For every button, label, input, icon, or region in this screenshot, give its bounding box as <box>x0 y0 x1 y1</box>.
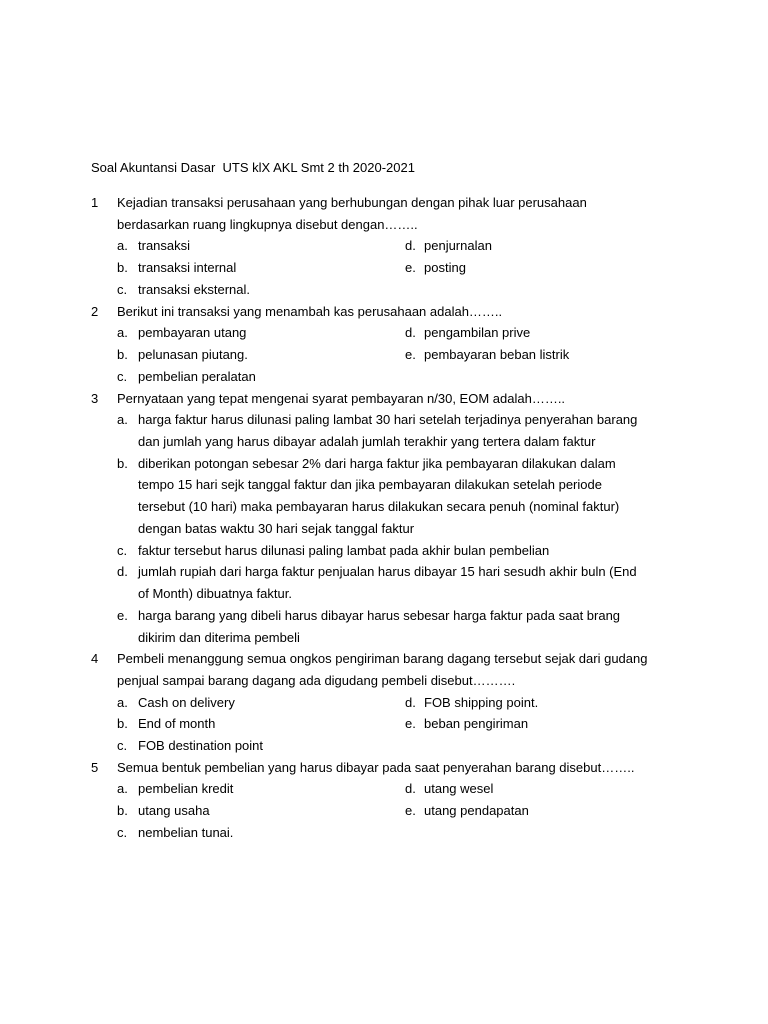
option-label: d. <box>405 238 416 253</box>
question-text: Kejadian transaksi perusahaan yang berhubungan dengan pihak luar perusahaan <box>117 195 587 210</box>
option-label: a. <box>117 781 128 796</box>
option-text: pembelian kredit <box>138 781 234 796</box>
option-text: harga faktur harus dilunasi paling lambat 30 hari setelah terjadinya penyerahan barang <box>138 412 638 427</box>
question-text: Semua bentuk pembelian yang harus dibayar pada saat penyerahan barang disebut…….. <box>117 760 635 775</box>
option-label: b. <box>117 347 128 362</box>
option-text: utang usaha <box>138 803 210 818</box>
option-text: FOB shipping point. <box>424 695 539 710</box>
option-label: a. <box>117 325 128 340</box>
option-text: faktur tersebut harus dilunasi paling lambat pada akhir bulan pembelian <box>138 543 550 558</box>
option-text: End of month <box>138 716 216 731</box>
option-label: e. <box>405 260 416 275</box>
option-label: c. <box>117 543 128 558</box>
option-text: transaksi <box>138 238 191 253</box>
option-text: beban pengiriman <box>424 716 529 731</box>
option-text: posting <box>424 260 466 275</box>
option-text: FOB destination point <box>138 738 264 753</box>
option-label: c. <box>117 738 128 753</box>
question-text: Pernyataan yang tepat mengenai syarat pembayaran n/30, EOM adalah…….. <box>117 391 566 406</box>
option-text: penjurnalan <box>424 238 492 253</box>
option-text: utang wesel <box>424 781 494 796</box>
option-text: pembelian peralatan <box>138 369 256 384</box>
option-label: b. <box>117 716 128 731</box>
option-label: c. <box>117 825 128 840</box>
option-label: d. <box>405 781 416 796</box>
option-label: a. <box>117 238 128 253</box>
option-label: d. <box>405 325 416 340</box>
question-text: berdasarkan ruang lingkupnya disebut dengan…….. <box>117 217 418 232</box>
question-text: penjual sampai barang dagang ada digudang pembeli disebut………. <box>117 673 516 688</box>
option-text: tersebut (10 hari) maka pembayaran harus dilakukan secara penuh (nominal faktur) <box>138 499 620 514</box>
option-text: dan jumlah yang harus dibayar adalah jumlah terakhir yang tertera dalam faktur <box>138 434 596 449</box>
option-text: pengambilan prive <box>424 325 531 340</box>
option-label: b. <box>117 456 128 471</box>
question-text: Pembeli menanggung semua ongkos pengiriman barang dagang tersebut sejak dari gudang <box>117 651 648 666</box>
option-text: transaksi internal <box>138 260 237 275</box>
question-number: 2 <box>91 304 99 319</box>
option-label: a. <box>117 695 128 710</box>
option-label: b. <box>117 803 128 818</box>
option-text: harga barang yang dibeli harus dibayar harus sebesar harga faktur pada saat brang <box>138 608 621 623</box>
option-text: transaksi eksternal. <box>138 282 250 297</box>
option-label: c. <box>117 282 128 297</box>
option-text: dikirim dan diterima pembeli <box>138 630 300 645</box>
option-label: d. <box>117 564 128 579</box>
option-label: e. <box>405 803 416 818</box>
question-number: 3 <box>91 391 99 406</box>
document-title: Soal Akuntansi Dasar UTS klX AKL Smt 2 th 2020-2021 <box>91 160 415 175</box>
option-label: b. <box>117 260 128 275</box>
option-text: diberikan potongan sebesar 2% dari harga faktur jika pembayaran dilakukan dalam <box>138 456 616 471</box>
option-label: e. <box>117 608 128 623</box>
option-text: pelunasan piutang. <box>138 347 248 362</box>
option-text: of Month) dibuatnya faktur. <box>138 586 292 601</box>
option-label: e. <box>405 716 416 731</box>
question-number: 4 <box>91 651 99 666</box>
option-text: nembelian tunai. <box>138 825 234 840</box>
question-number: 1 <box>91 195 99 210</box>
question-text: Berikut ini transaksi yang menambah kas perusahaan adalah…….. <box>117 304 503 319</box>
option-label: e. <box>405 347 416 362</box>
option-text: tempo 15 hari sejk tanggal faktur dan jika pembayaran dilakukan setelah periode <box>138 477 602 492</box>
option-label: d. <box>405 695 416 710</box>
option-text: pembayaran utang <box>138 325 247 340</box>
option-label: c. <box>117 369 128 384</box>
option-text: utang pendapatan <box>424 803 529 818</box>
question-number: 5 <box>91 760 99 775</box>
option-text: jumlah rupiah dari harga faktur penjualan harus dibayar 15 hari sesudh akhir buln (End <box>138 564 637 579</box>
option-text: Cash on delivery <box>138 695 235 710</box>
option-label: a. <box>117 412 128 427</box>
option-text: pembayaran beban listrik <box>424 347 570 362</box>
option-text: dengan batas waktu 30 hari sejak tanggal faktur <box>138 521 415 536</box>
